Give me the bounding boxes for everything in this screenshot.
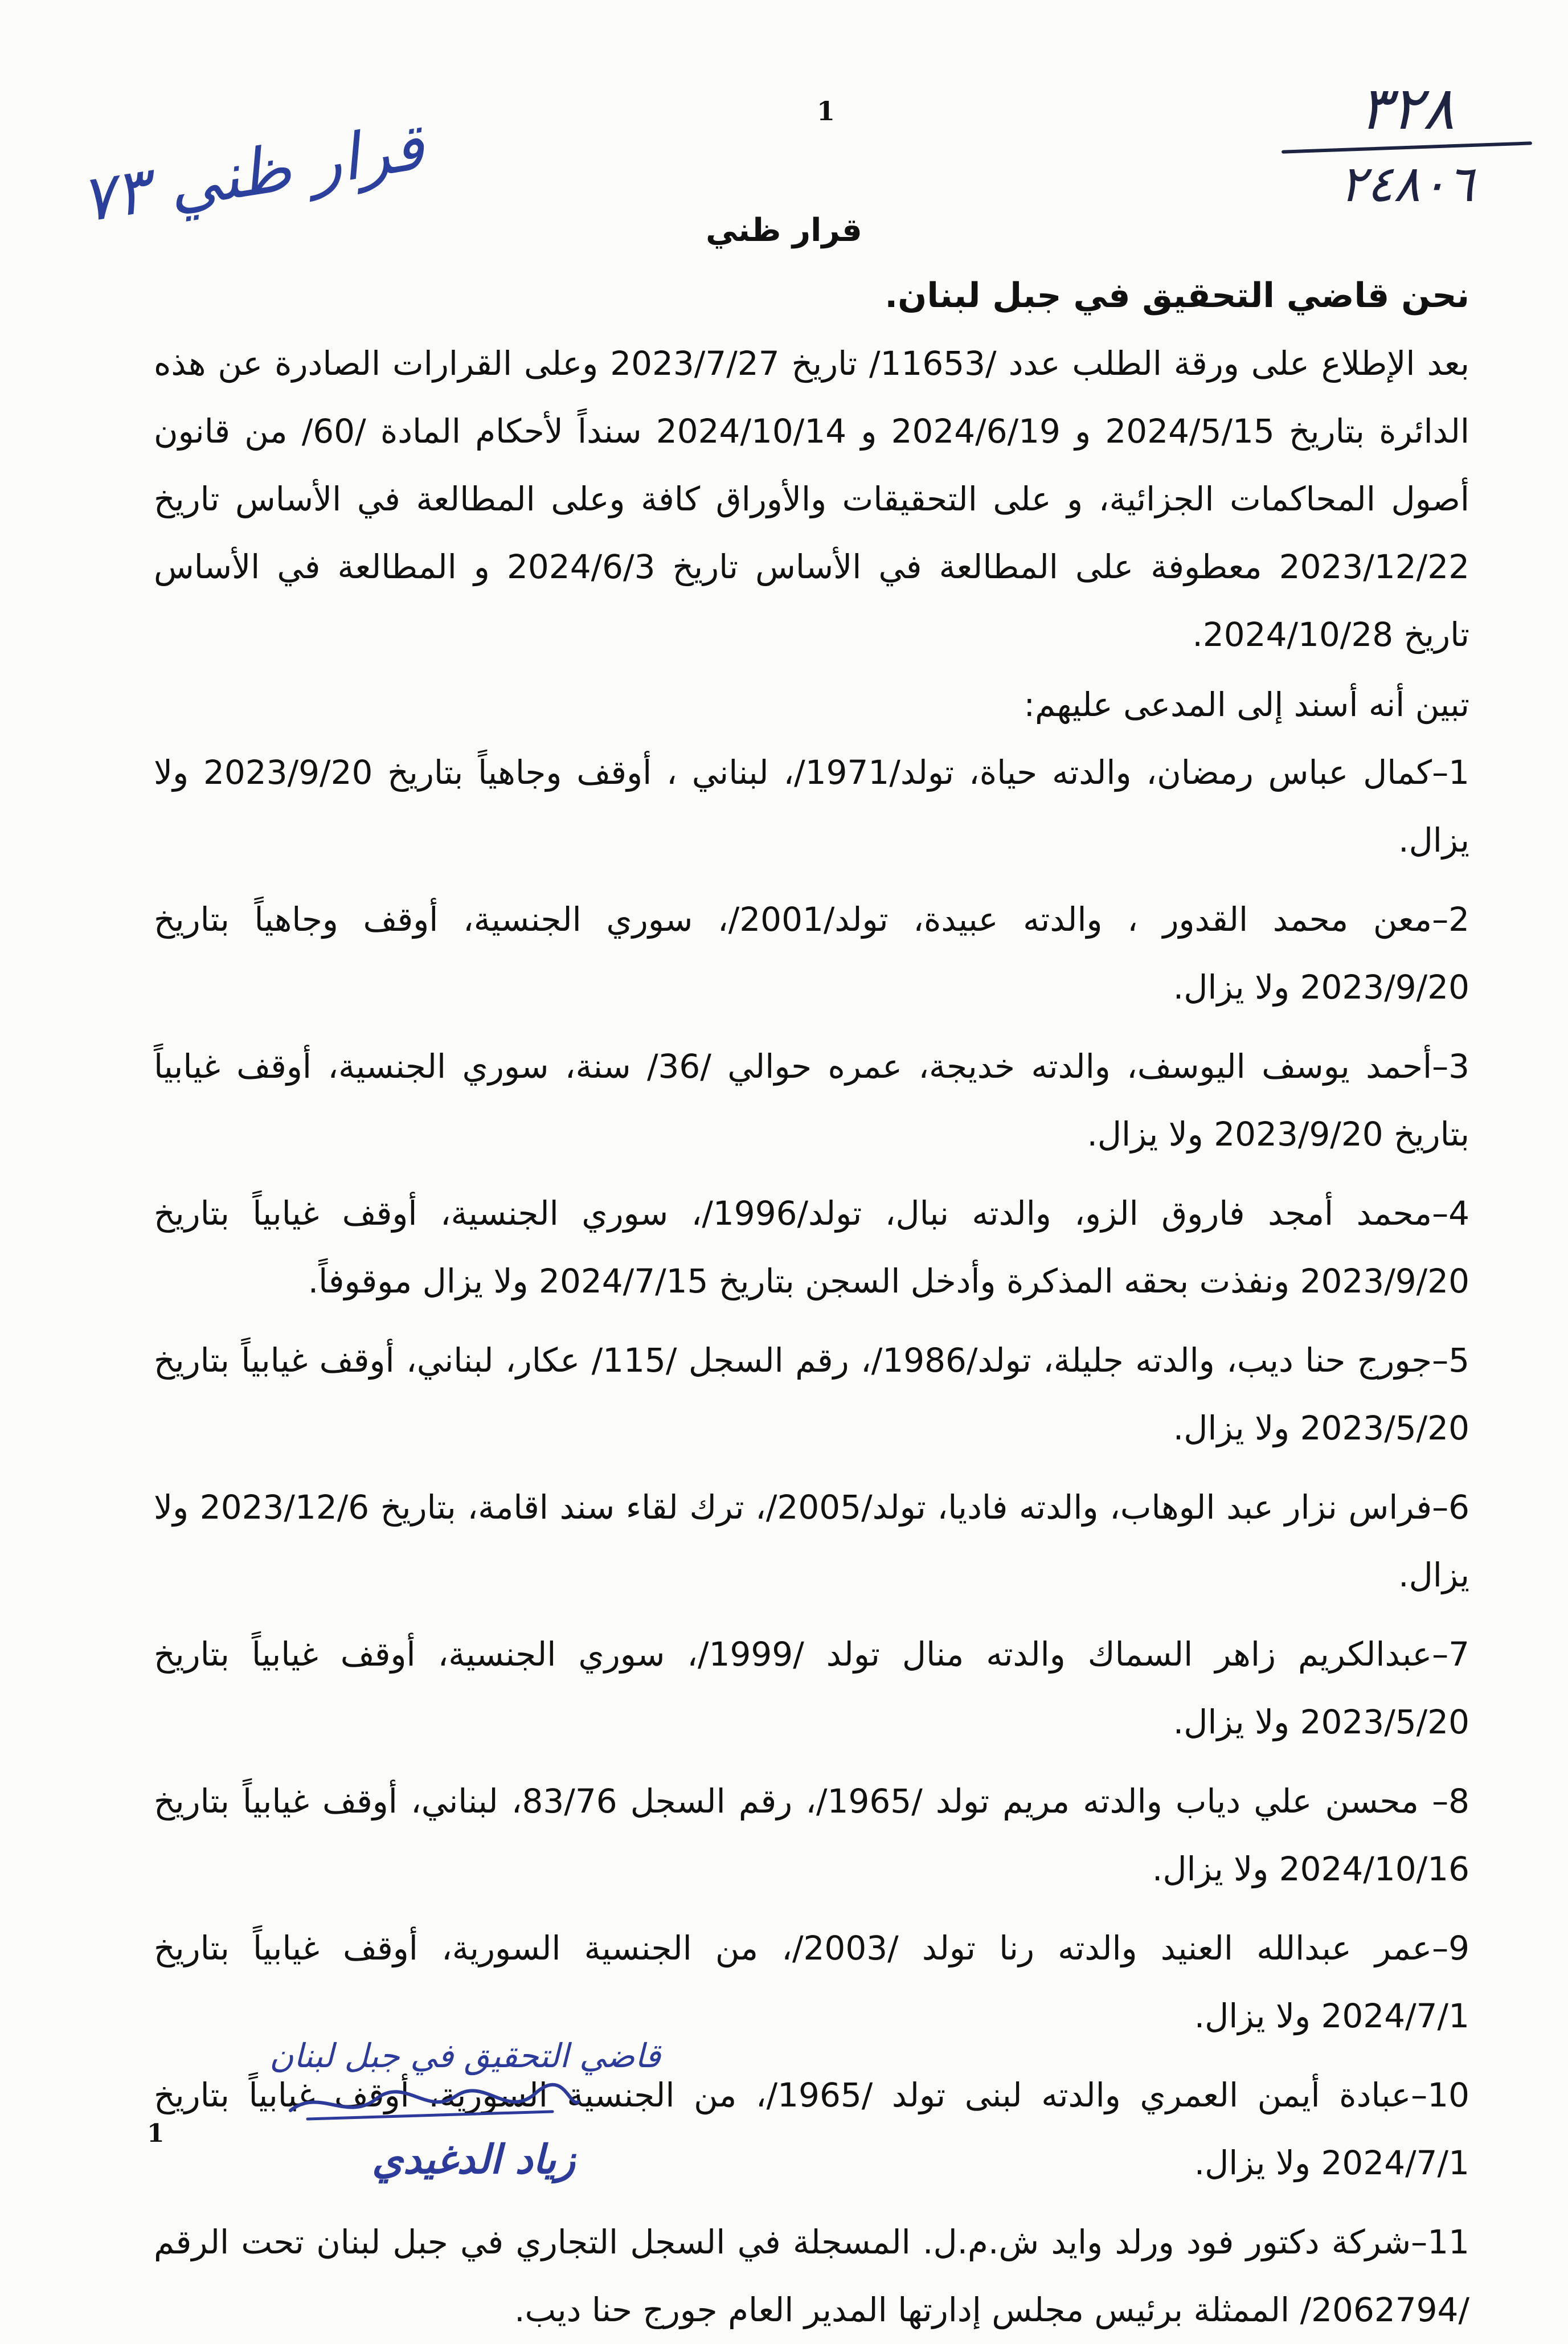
defendant-item: 1–كمال عباس رمضان، والدته حياة، تولد/1971/، لبناني ، أوقف وجاهياً بتاريخ 2023/9/20 ولا يزال.	[154, 753, 1469, 860]
defendant-item: 11–شركة دكتور فود ورلد وايد ش.م.ل. المسجلة في السجل التجاري في جبل لبنان تحت الرقم /2062794/ الممثلة برئيس مجلس إدارتها المدير العام جورج حنا ديب.	[154, 2223, 1469, 2329]
defendant-item: 2–معن محمد القدور ، والدته عبيدة، تولد/2001/، سوري الجنسية، أوقف وجاهياً بتاريخ 2023/9/20 ولا يزال.	[154, 900, 1469, 1007]
decision-title: قرار ظني	[706, 212, 862, 249]
handwritten-ref-divider	[1282, 141, 1532, 153]
page-number-top: 1	[816, 96, 835, 126]
signature-title: قاضي التحقيق في جبل لبنان	[269, 2036, 661, 2075]
defendant-item: 9–عمر عبدالله العنيد والدته رنا تولد /2003/، من الجنسية السورية، أوقف غيابياً بتاريخ 2024/7/1 ولا يزال.	[154, 1929, 1469, 2035]
handwritten-ref-bottom: ٢٤٨٠٦	[1339, 154, 1475, 213]
signature-scribble	[285, 2076, 581, 2128]
judge-signature-stamp	[251, 2036, 661, 2207]
defendant-item: 4–محمد أمجد فاروق الزو، والدته نبال، تولد/1996/، سوري الجنسية، أوقف غيابياً بتاريخ 2023/9/20 ونفذت بحقه المذكرة وأدخل السجن بتاريخ 2024/7/15 ولا يزال موقوفاً.	[154, 1194, 1469, 1300]
decision-body	[154, 262, 1469, 2344]
defendant-item: 3–أحمد يوسف اليوسف، والدته خديجة، عمره حوالي /36/ سنة، سوري الجنسية، أوقف غيابياً بتاريخ 2023/9/20 ولا يزال.	[154, 1047, 1469, 1153]
defendant-item: 6–فراس نزار عبد الوهاب، والدته فاديا، تولد/2005/، ترك لقاء سند اقامة، بتاريخ 2023/12/6 ولا يزال.	[154, 1488, 1469, 1594]
defendant-item: 5–جورج حنا ديب، والدته جليلة، تولد/1986/، رقم السجل /115/ عكار، لبناني، أوقف غيابياً بتاريخ 2023/5/20 ولا يزال.	[154, 1341, 1470, 1447]
handwritten-reference	[1276, 74, 1538, 215]
defendant-item: 8– محسن علي دياب والدته مريم تولد /1965/، رقم السجل 83/76، لبناني، أوقف غيابياً بتاريخ 2024/10/16 ولا يزال.	[154, 1782, 1470, 1888]
page-number-bottom: 1	[147, 2119, 165, 2148]
judge-heading: نحن قاضي التحقيق في جبل لبنان.	[885, 276, 1469, 316]
handwritten-note: قرار ظني ٧٣	[75, 109, 429, 238]
defendant-item: 10–عبادة أيمن العمري والدته لبنى تولد /1965/، من الجنسية السورية، أوقف غيابياً بتاريخ 2024/7/1 ولا يزال.	[154, 2076, 1469, 2182]
defendant-item: 7–عبدالكريم زاهر السماك والدته منال تولد /1999/، سوري الجنسية، أوقف غيابياً بتاريخ 2023/5/20 ولا يزال.	[154, 1635, 1470, 1741]
intro-paragraph: بعد الإطلاع على ورقة الطلب عدد /11653/ تاريخ 2023/7/27 وعلى القرارات الصادرة عن هذه الدائرة بتاريخ 2024/5/15 و 2024/6/19 و 2024/10/14 سنداً لأحكام المادة /60/ من قانون أصول المحاكمات الجزائية، و على التحقيقات والأوراق كافة وعلى المطالعة في الأساس تاريخ 2023/12/22 معطوفة على المطالعة في الأساس تاريخ 2024/6/3 و المطالعة في الأساس تاريخ 2024/10/28.	[154, 344, 1470, 654]
handwritten-ref-top: ٣٢٨	[1359, 73, 1455, 143]
lead-in: تبين أنه أسند إلى المدعى عليهم:	[1024, 685, 1469, 724]
signature-name: زياد الدغيدي	[372, 2136, 575, 2183]
